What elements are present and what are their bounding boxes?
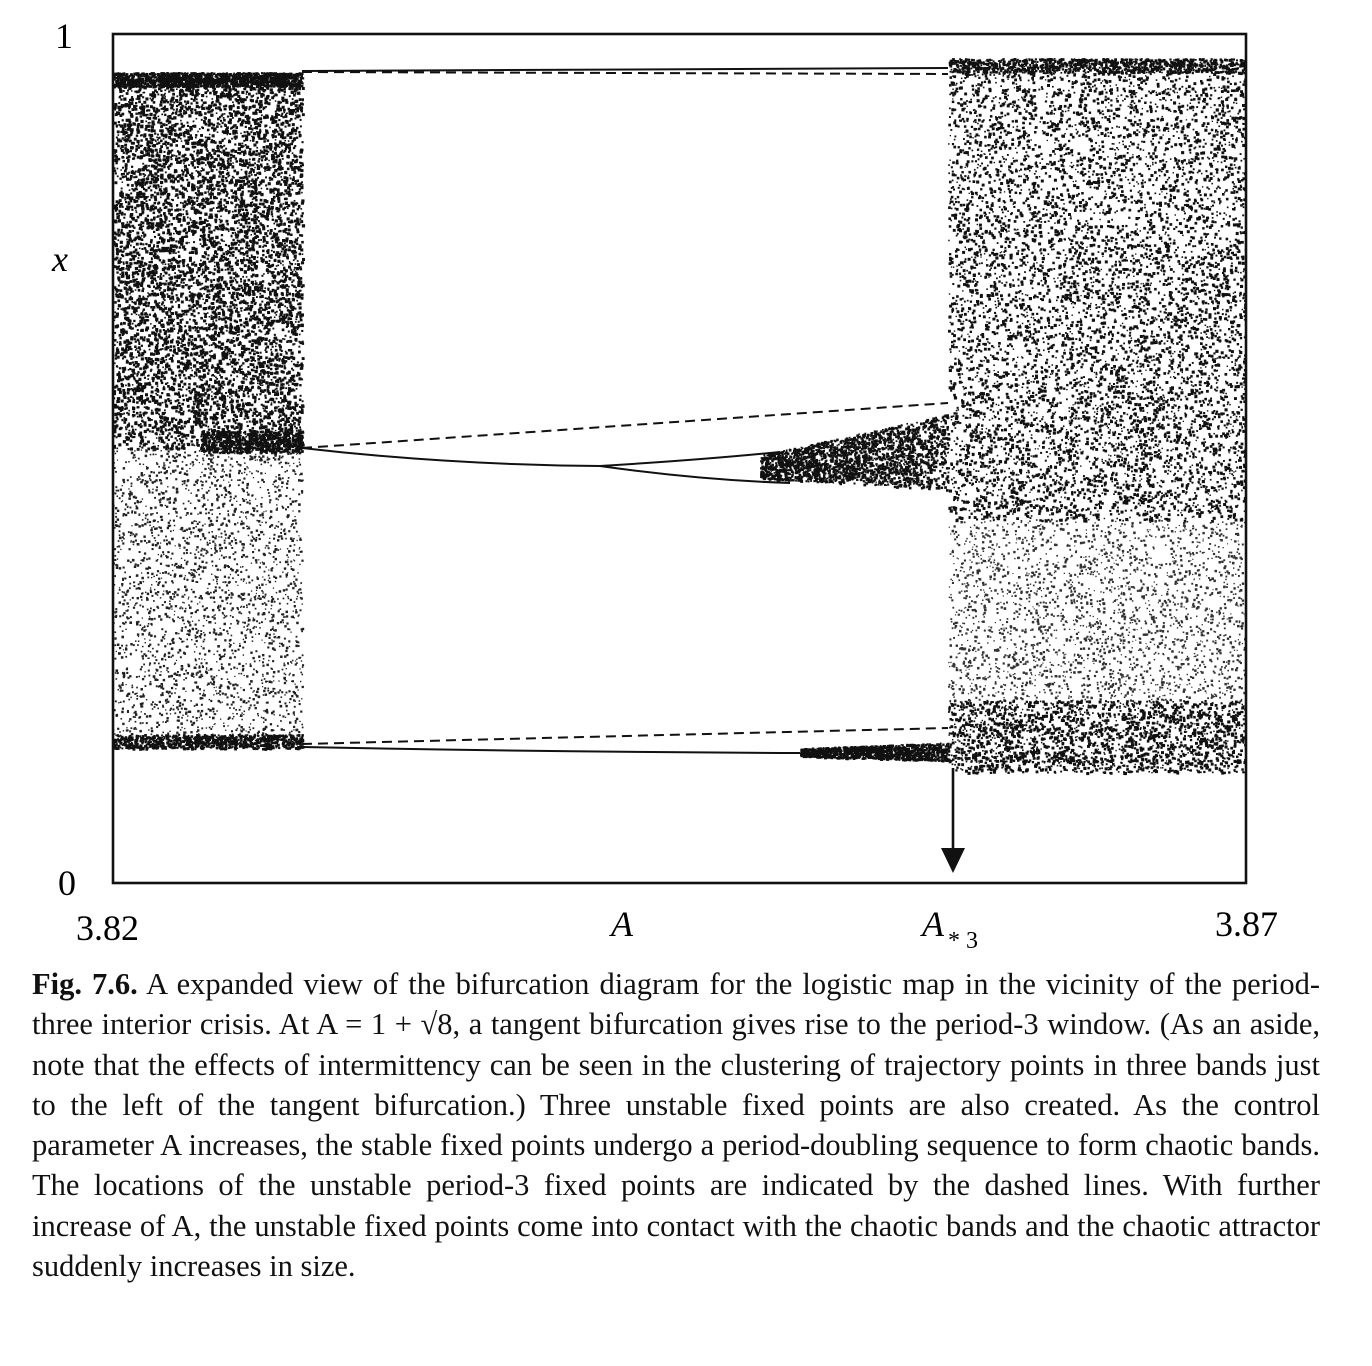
x-tick-left: 3.82 <box>76 908 139 948</box>
bifurcation-points <box>113 58 1249 775</box>
orbit-lines <box>302 68 948 753</box>
crisis-label-main: A <box>920 904 945 944</box>
x-tick-right: 3.87 <box>1215 904 1278 944</box>
y-tick-bottom: 0 <box>58 863 76 903</box>
crisis-label-subscript: * 3 <box>948 928 978 954</box>
y-tick-top: 1 <box>55 16 73 56</box>
caption-text: A expanded view of the bifurcation diagram for the logistic map in the vicinity of the period-three interior crisis. At A = 1 + √8, a tangent bifurcation gives rise to the period-3 window. (As an aside, note that the effects of intermittency can be seen in the clustering of trajectory points in three bands just to the left of the tangent bifurcation.) Three unstable fixed points are also created. As the control parameter A increases, the stable fixed points undergo a period-doubling sequence to form chaotic bands. The locations of the unstable period-3 fixed points are indicated by the dashed lines. With further increase of A, the unstable fixed points come into contact with the chaotic bands and the chaotic attractor suddenly increases in size. <box>32 967 1320 1283</box>
crisis-arrow <box>941 768 965 873</box>
caption-label: Fig. 7.6. <box>32 967 138 1001</box>
y-axis-label: x <box>51 239 68 279</box>
x-axis-label: A <box>609 904 634 944</box>
crisis-label <box>920 904 978 954</box>
figure-caption <box>32 964 1320 1286</box>
